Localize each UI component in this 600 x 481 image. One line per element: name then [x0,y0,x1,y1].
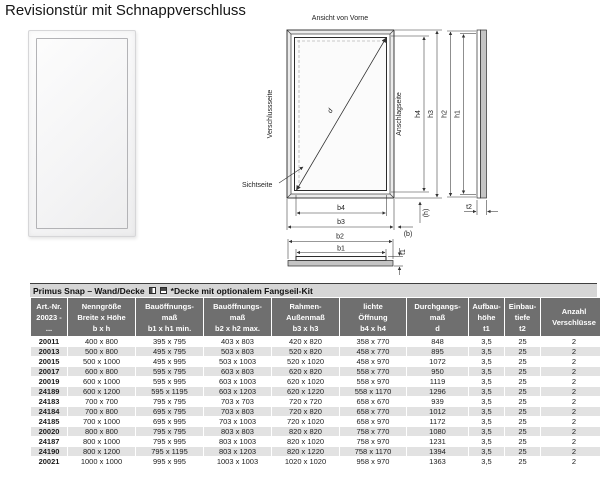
spec-cell: 603 x 803 [204,367,271,376]
spec-cell: 995 x 995 [136,457,203,466]
svg-text:b3: b3 [337,219,345,226]
spec-cell: 2 [541,457,600,466]
spec-cell: 3,5 [469,367,504,376]
spec-cell: 25 [505,427,540,436]
spec-cell: 958 x 970 [340,457,406,466]
bottom-view [288,257,393,267]
page-title: Revisionstür mit Schnappverschluss [5,2,246,19]
spec-cell: 939 [407,397,468,406]
spec-cell: 1172 [407,417,468,426]
svg-text:t2: t2 [466,204,472,211]
table-row [31,387,600,396]
spec-cell: 803 x 1003 [204,437,271,446]
spec-cell: 820 x 1020 [272,437,339,446]
svg-text:t1: t1 [400,249,407,255]
svg-text:h2: h2 [441,110,449,118]
side-view [477,30,487,198]
spec-cell: 520 x 1020 [272,357,339,366]
spec-cell: 2 [541,377,600,386]
spec-cell: 3,5 [469,357,504,366]
spec-cell: 495 x 795 [136,347,203,356]
spec-cell: 658 x 770 [340,407,406,416]
spec-cell: 803 x 803 [204,427,271,436]
spec-cell: 695 x 795 [136,407,203,416]
spec-cell: 420 x 820 [272,337,339,346]
svg-text:(b): (b) [403,231,413,238]
article-number: 24187 [31,437,67,446]
spec-cell: 358 x 770 [340,337,406,346]
spec-cell: 658 x 970 [340,417,406,426]
spec-cell: 603 x 1203 [204,387,271,396]
spec-cell: 1020 x 1020 [272,457,339,466]
spec-cell: 3,5 [469,377,504,386]
spec-cell: 800 x 1200 [68,447,135,456]
spec-cell: 500 x 800 [68,347,135,356]
spec-cell: 458 x 970 [340,357,406,366]
spec-table-section [30,283,597,467]
spec-cell: 2 [541,427,600,436]
spec-cell: 25 [505,337,540,346]
spec-cell: 720 x 820 [272,407,339,416]
door-panel-edge [36,38,128,229]
spec-cell: 800 x 1000 [68,437,135,446]
spec-cell: 700 x 800 [68,407,135,416]
spec-cell: 2 [541,347,600,356]
spec-cell: 2 [541,337,600,346]
spec-cell: 3,5 [469,417,504,426]
spec-cell: 3,5 [469,347,504,356]
spec-cell: 3,5 [469,407,504,416]
spec-cell: 700 x 1000 [68,417,135,426]
table-title: Primus Snap – Wand/Decke [33,285,145,296]
spec-cell: 620 x 1220 [272,387,339,396]
column-header: Aufbau- höhe t1 [469,298,504,336]
table-row [31,427,600,436]
svg-text:h4: h4 [415,110,422,118]
table-header-row [31,298,600,336]
spec-cell: 895 [407,347,468,356]
spec-cell: 1012 [407,407,468,416]
article-number: 20015 [31,357,67,366]
spec-cell: 558 x 770 [340,367,406,376]
table-row [31,447,600,456]
spec-cell: 658 x 670 [340,397,406,406]
column-header: Art.-Nr. 20023 - ... [31,298,67,336]
spec-cell: 25 [505,437,540,446]
spec-cell: 700 x 700 [68,397,135,406]
spec-cell: 703 x 1003 [204,417,271,426]
svg-text:b2: b2 [336,233,344,241]
svg-text:(h): (h) [423,208,430,218]
spec-cell: 595 x 1195 [136,387,203,396]
spec-cell: 25 [505,447,540,456]
spec-cell: 3,5 [469,437,504,446]
spec-cell: 503 x 803 [204,347,271,356]
dim-b1 [296,246,386,257]
table-row [31,377,600,386]
spec-cell: 1231 [407,437,468,446]
spec-cell: 3,5 [469,387,504,396]
spec-cell: 620 x 820 [272,367,339,376]
front-view [287,30,394,198]
dim-b-nominal [398,227,413,238]
table-row [31,367,600,376]
spec-cell: 2 [541,387,600,396]
spec-cell: 25 [505,377,540,386]
spec-cell: 25 [505,417,540,426]
table-body [31,337,600,466]
table-title-bar [30,284,597,297]
spec-cell: 3,5 [469,337,504,346]
article-number: 20017 [31,367,67,376]
spec-cell: 950 [407,367,468,376]
diagonal-label: d [326,107,335,115]
svg-text:b4: b4 [337,205,345,212]
spec-cell: 400 x 800 [68,337,135,346]
spec-cell: 25 [505,367,540,376]
spec-cell: 703 x 703 [204,397,271,406]
table-row [31,407,600,416]
closure-side-label: Verschlussseite [267,89,274,139]
spec-cell: 1080 [407,427,468,436]
spec-cell: 458 x 770 [340,347,406,356]
hinge-side-label: Anschlagseite [396,92,403,136]
spec-cell: 595 x 995 [136,377,203,386]
column-header: Durchgangs- maß d [407,298,468,336]
spec-cell: 720 x 1020 [272,417,339,426]
spec-cell: 595 x 795 [136,367,203,376]
column-header: Anzahl Verschlüsse [541,298,600,336]
spec-cell: 403 x 803 [204,337,271,346]
spec-cell: 600 x 800 [68,367,135,376]
svg-text:h1: h1 [454,110,462,118]
spec-cell: 2 [541,417,600,426]
spec-cell: 1363 [407,457,468,466]
spec-cell: 1072 [407,357,468,366]
spec-cell: 520 x 820 [272,347,339,356]
spec-cell: 820 x 1220 [272,447,339,456]
spec-cell: 2 [541,397,600,406]
spec-cell: 2 [541,367,600,376]
spec-cell: 3,5 [469,427,504,436]
spec-cell: 600 x 1000 [68,377,135,386]
spec-cell: 758 x 770 [340,427,406,436]
spec-cell: 1119 [407,377,468,386]
spec-cell: 503 x 1003 [204,357,271,366]
table-note: *Decke mit optionalem Fangseil-Kit [170,285,313,296]
article-number: 24189 [31,387,67,396]
spec-table [30,297,600,467]
spec-cell: 1394 [407,447,468,456]
spec-cell: 803 x 1203 [204,447,271,456]
spec-cell: 395 x 795 [136,337,203,346]
svg-text:h3: h3 [428,110,435,118]
spec-cell: 620 x 1020 [272,377,339,386]
table-row [31,437,600,446]
spec-cell: 558 x 970 [340,377,406,386]
article-number: 20011 [31,337,67,346]
spec-cell: 2 [541,357,600,366]
article-number: 20021 [31,457,67,466]
article-number: 20019 [31,377,67,386]
spec-cell: 820 x 820 [272,427,339,436]
spec-cell: 3,5 [469,397,504,406]
column-header: Einbau- tiefe t2 [505,298,540,336]
article-number: 24190 [31,447,67,456]
column-header: Bauöffnungs- maß b1 x h1 min. [136,298,203,336]
spec-cell: 25 [505,457,540,466]
technical-drawing [228,8,600,278]
dim-b3 [287,199,394,230]
product-photo-door [28,30,136,237]
spec-cell: 720 x 720 [272,397,339,406]
spec-cell: 2 [541,437,600,446]
spec-cell: 25 [505,347,540,356]
visible-side-label: Sichtseite [242,182,273,189]
ceiling-mount-icon [160,287,167,294]
spec-cell: 25 [505,397,540,406]
svg-text:b1: b1 [337,245,345,253]
spec-cell: 2 [541,407,600,416]
article-number: 24183 [31,397,67,406]
article-number: 20013 [31,347,67,356]
spec-cell: 795 x 795 [136,427,203,436]
spec-cell: 1000 x 1000 [68,457,135,466]
table-row [31,347,600,356]
spec-cell: 695 x 995 [136,417,203,426]
spec-cell: 1003 x 1003 [204,457,271,466]
view-title: Ansicht von Vorne [311,15,369,22]
dim-t2 [464,200,498,215]
spec-cell: 1296 [407,387,468,396]
article-number: 24185 [31,417,67,426]
dim-h-nominal [420,202,430,223]
article-number: 24184 [31,407,67,416]
dim-h1 [455,34,477,195]
spec-cell: 848 [407,337,468,346]
column-header: lichte Öffnung b4 x h4 [340,298,406,336]
spec-cell: 600 x 1200 [68,387,135,396]
spec-cell: 25 [505,357,540,366]
spec-cell: 795 x 995 [136,437,203,446]
spec-cell: 2 [541,447,600,456]
spec-cell: 3,5 [469,447,504,456]
spec-cell: 558 x 1170 [340,387,406,396]
column-header: Rahmen- Außenmaß b3 x h3 [272,298,339,336]
spec-cell: 800 x 800 [68,427,135,436]
table-row [31,397,600,406]
spec-cell: 25 [505,407,540,416]
table-row [31,457,600,466]
column-header: Bauöffnungs- maß b2 x h2 max. [204,298,271,336]
spec-cell: 795 x 795 [136,397,203,406]
column-header: Nenngröße Breite x Höhe b x h [68,298,135,336]
wall-mount-icon [149,287,156,294]
spec-cell: 795 x 1195 [136,447,203,456]
table-row [31,417,600,426]
spec-cell: 3,5 [469,457,504,466]
spec-cell: 603 x 1003 [204,377,271,386]
spec-cell: 758 x 970 [340,437,406,446]
spec-cell: 500 x 1000 [68,357,135,366]
spec-cell: 25 [505,387,540,396]
spec-cell: 758 x 1170 [340,447,406,456]
spec-cell: 703 x 803 [204,407,271,416]
table-row [31,357,600,366]
table-row [31,337,600,346]
spec-cell: 495 x 995 [136,357,203,366]
article-number: 20020 [31,427,67,436]
